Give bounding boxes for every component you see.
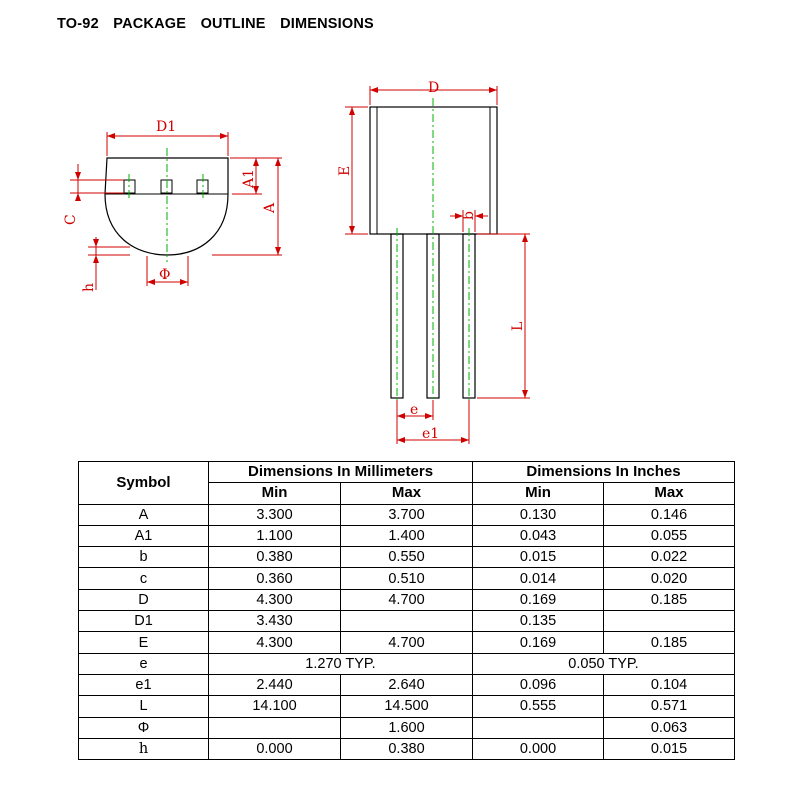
mm-max-cell: 4.700 [341,632,473,653]
mm-min-cell: 1.100 [209,525,341,546]
mm-max-cell: 1.600 [341,717,473,738]
symbol-cell: L [79,696,209,717]
label-e1: e1 [422,426,440,442]
symbol-cell: c [79,568,209,589]
mm-max-cell: 3.700 [341,504,473,525]
mm-max-cell: 2.640 [341,674,473,695]
table-row [79,738,735,759]
header-symbol: Symbol [79,462,209,505]
mm-min-cell: 3.430 [209,611,341,632]
label-e: e [410,402,419,418]
mm-min-cell: 3.300 [209,504,341,525]
label-D: D [428,80,440,96]
in-max-cell: 0.185 [604,632,735,653]
table-row [79,674,735,695]
in-max-cell: 0.063 [604,717,735,738]
in-max-cell: 0.185 [604,589,735,610]
mm-min-cell: 0.000 [209,738,341,759]
in-min-cell: 0.169 [473,589,604,610]
mm-max-cell [341,611,473,632]
table-row [79,696,735,717]
in-min-cell: 0.130 [473,504,604,525]
in-max-cell: 0.055 [604,525,735,546]
bottom-view [63,119,282,292]
in-max-cell: 0.022 [604,547,735,568]
in-min-cell: 0.015 [473,547,604,568]
label-A1: A1 [241,168,257,188]
in-min-cell: 0.043 [473,525,604,546]
mm-min-cell: 0.360 [209,568,341,589]
mm-min-cell: 2.440 [209,674,341,695]
mm-min-cell: 0.380 [209,547,341,568]
mm-max-cell: 0.380 [341,738,473,759]
table-row [79,632,735,653]
in-min-cell: 0.555 [473,696,604,717]
mm-max-cell: 0.550 [341,547,473,568]
table-row [79,653,735,674]
header-in-max: Max [604,483,735,504]
header-millimeters: Dimensions In Millimeters [209,462,473,483]
label-L: L [510,321,526,331]
table-row [79,589,735,610]
mm-min-cell: 4.300 [209,589,341,610]
symbol-cell: A [79,504,209,525]
front-view [337,80,530,444]
table-row [79,611,735,632]
mm-min-cell: 14.100 [209,696,341,717]
symbol-cell: h [79,738,209,759]
symbol-cell: b [79,547,209,568]
label-b: b [461,211,477,220]
header-in-min: Min [473,483,604,504]
in-max-cell: 0.020 [604,568,735,589]
mm-min-cell [209,717,341,738]
symbol-cell: Φ [79,717,209,738]
in-min-cell: 0.096 [473,674,604,695]
label-phi: Φ [159,267,171,283]
label-E: E [337,165,353,176]
in-min-cell: 0.135 [473,611,604,632]
in-min-cell: 0.000 [473,738,604,759]
mm-max-cell: 14.500 [341,696,473,717]
mm-max-cell: 0.510 [341,568,473,589]
table-row [79,525,735,546]
label-A: A [262,202,278,213]
mm-max-cell: 4.700 [341,589,473,610]
in-max-cell: 0.146 [604,504,735,525]
in-max-cell [604,611,735,632]
in-min-cell: 0.169 [473,632,604,653]
in-min-cell [473,717,604,738]
in-max-cell: 0.104 [604,674,735,695]
symbol-cell: e1 [79,674,209,695]
mm-min-cell: 4.300 [209,632,341,653]
label-h: h [81,282,97,292]
symbol-cell: E [79,632,209,653]
header-inches: Dimensions In Inches [473,462,735,483]
in-typ-cell: 0.050 TYP. [473,653,735,674]
table-row [79,547,735,568]
mm-max-cell: 1.400 [341,525,473,546]
label-D1: D1 [156,119,177,135]
label-C: C [63,214,79,225]
in-max-cell: 0.015 [604,738,735,759]
symbol-cell: A1 [79,525,209,546]
in-min-cell: 0.014 [473,568,604,589]
symbol-cell: D1 [79,611,209,632]
header-mm-max: Max [341,483,473,504]
page-title: TO-92 PACKAGE OUTLINE DIMENSIONS [57,16,374,32]
dimensions-table [78,461,735,760]
table-row [79,568,735,589]
mm-typ-cell: 1.270 TYP. [209,653,473,674]
table-row [79,717,735,738]
in-max-cell: 0.571 [604,696,735,717]
table-row [79,504,735,525]
symbol-cell: e [79,653,209,674]
symbol-cell: D [79,589,209,610]
header-mm-min: Min [209,483,341,504]
